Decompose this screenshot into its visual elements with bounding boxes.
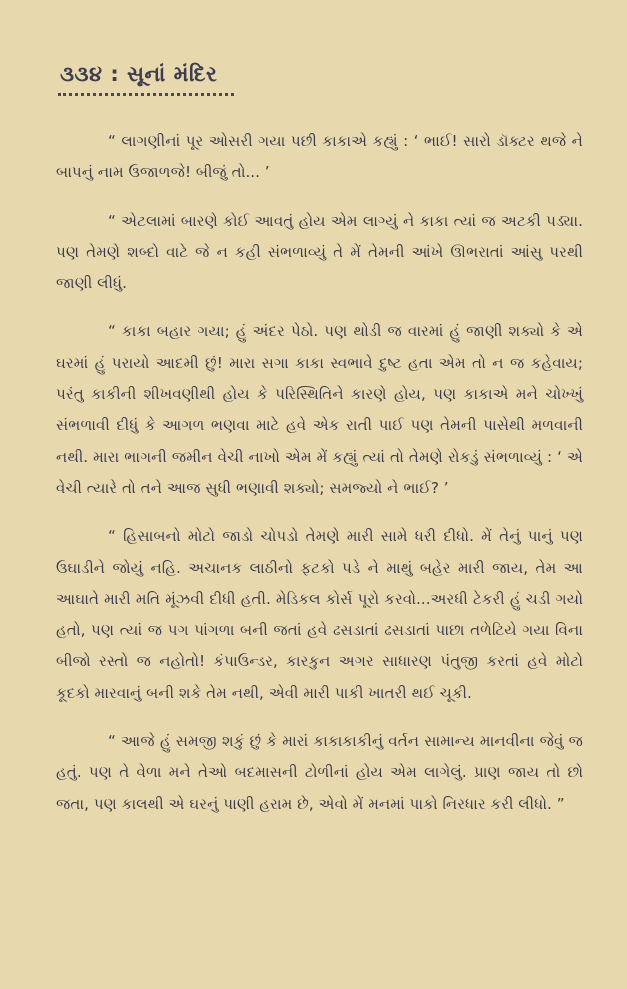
paragraph-5: “ આજે હું સમજી શકું છું કે મારાં કાકાકાકીનું વર્તન સામાન્ય માનવીના જેવું જ હતું. પણ તે વેળા મને તેઓ બદમાસની ટોળીનાં હોય એમ લાગેલું. પ્રાણ જાય તો છો જતા, પણ કાલથી એ ઘરનું પાણી હરામ છે, એવો મેં મનમાં પાકો નિરધાર કરી લીધો. ”	[56, 732, 583, 813]
page-number: ૩૩૪	[60, 62, 103, 86]
header-dotted-rule	[58, 93, 234, 96]
paragraph-4: “ હિસાબનો મોટો જાડો ચોપડો તેમણે મારી સામે ધરી દીધો. મેં તેનું પાનું પણ ઉઘાડીને જોયું નહિ. અચાનક લાઠીનો ફટકો પડે ને માથું બહેર મારી જાય, તેમ આ આઘાતે મારી મતિ મૂંઝવી દીધી હતી. મેડિકલ કોર્સ પૂરો કરવો...અરધી ટેકરી હું ચડી ગયો હતો, પણ ત્યાં જ પગ પાંગળા બની જતાં હવે ઢસડાતાં ઢસડાતાં પાછા તળેટિયે ગયા વિના બીજો રસ્તો જ નહોતો! કંપાઉન્ડર, કારકુન અગર સાધારણ પંતુજી કરતાં હવે મોટો કૂદકો મારવાનું બની શકે તેમ નથી, એવી મારી પાકી ખાતરી થઈ ચૂકી.	[56, 527, 583, 702]
paragraph-2: “ એટલામાં બારણે કોઈ આવતું હોય એમ લાગ્યું ને કાકા ત્યાં જ અટકી પડ્યા. પણ તેમણે શબ્દો વાટે જે ન કહી સંભળાવ્યું તે મેં તેમની આંખે ઊભરાતાં આંસુ પરથી જાણી લીધું.	[56, 211, 583, 293]
chapter-title: સૂનાં મંદિર	[127, 62, 218, 86]
header-separator: :	[110, 62, 120, 86]
body-text	[56, 126, 583, 820]
page-header	[60, 62, 583, 87]
paragraph-1: “ લાગણીનાં પૂર ઓસરી ગયા પછી કાકાએ કહ્યું : ‘ ભાઈ! સારો ડૉક્ટર થજે ને બાપનું નામ ઉજાળજે! બીજું તો... ’	[56, 132, 583, 182]
paragraph-3: “ કાકા બહાર ગયા; હું અંદર પેઠો. પણ થોડી જ વારમાં હું જાણી શક્યો કે એ ઘરમાં હું પરાયો આદમી છું! મારા સગા કાકા સ્વભાવે દુષ્ટ હતા એમ તો ન જ કહેવાય; પરંતુ કાકીની શીખવણીથી હોય કે પરિસ્થિતિને કારણે હોય, પણ કાકાએ મને ચોખ્ખું સંભળાવી દીધું કે આગળ ભણવા માટે હવે એક રાતી પાઈ પણ તેમની પાસેથી મળવાની નથી. મારા ભાગની જમીન વેચી નાખો એમ મેં કહ્યું ત્યાં તો તેમણે રોકડું સંભળાવ્યું : ‘ એ વેચી ત્યારે તો તને આજ સુધી ભણાવી શક્યો; સમજ્યો ને ભાઈ? ’	[56, 322, 583, 497]
